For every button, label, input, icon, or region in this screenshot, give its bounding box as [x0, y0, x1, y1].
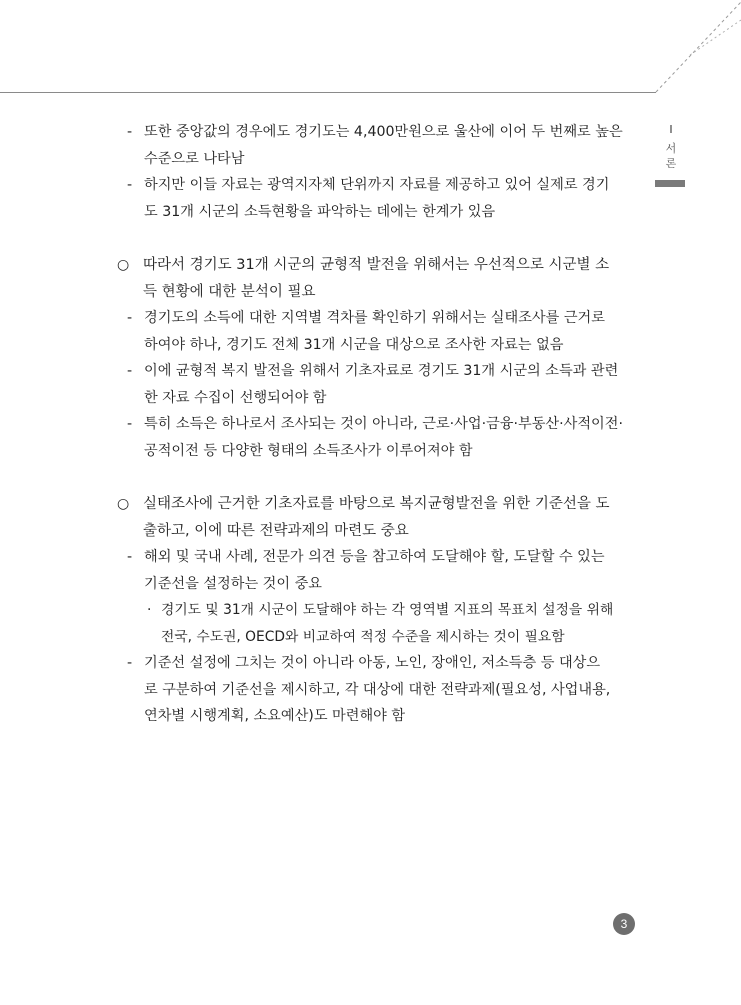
bullet-continuation: 하여야 하나, 경기도 전체 31개 시군을 대상으로 조사한 자료는 없음: [144, 336, 564, 353]
bullet-dash-line: [117, 119, 637, 146]
bullet-text: 하지만 이들 자료는 광역지자체 단위까지 자료를 제공하고 있어 실제로 경기: [144, 177, 610, 193]
dash-marker: -: [127, 549, 133, 565]
bullet-dash-line: [117, 172, 637, 199]
body-content: [117, 119, 637, 730]
circle-marker: ○: [117, 257, 130, 273]
bullet-dash-line: [117, 411, 637, 438]
bullet-continuation: 연차별 시행계획, 소요예산)도 마련해야 함: [144, 708, 406, 724]
bullet-dash-line: [117, 650, 637, 677]
bullet-text: 해외 및 국내 사례, 전문가 의견 등을 참고하여 도달해야 할, 도달할 수 있는: [144, 549, 605, 565]
sub-bullet-dot-line: [117, 597, 637, 624]
chapter-marker-bar: [655, 180, 685, 187]
main-point-text: 실태조사에 근거한 기초자료를 바탕으로 복지균형발전을 위한 기준선을 도: [143, 496, 610, 512]
sub-bullet-text: 경기도 및 31개 시군이 도달해야 하는 각 영역별 지표의 목표치 설정을 위해: [161, 602, 614, 618]
main-point-continuation: 출하고, 이에 따른 전략과제의 마련도 중요: [143, 522, 409, 539]
bullet-dash-line: [117, 544, 637, 571]
bullet-text: 이에 균형적 복지 발전을 위해서 기초자료로 경기도 31개 시군의 소득과 관련: [144, 363, 619, 379]
sub-bullet-continuation: 전국, 수도권, OECD와 비교하여 적정 수준을 제시하는 것이 필요함: [161, 628, 565, 645]
bullet-continuation: 기준선을 설정하는 것이 중요: [144, 575, 322, 592]
dash-marker: -: [127, 363, 133, 379]
bullet-dash-line: [117, 305, 637, 332]
main-point-line: [117, 491, 637, 518]
bullet-text: 또한 중앙값의 경우에도 경기도는 4,400만원으로 울산에 이어 두 번째로 높은: [144, 124, 623, 140]
bullet-text: 경기도의 소득에 대한 지역별 격차를 확인하기 위해서는 실태조사를 근거로: [144, 310, 605, 326]
dash-marker: -: [127, 655, 133, 671]
bullet-dash-line: [117, 358, 637, 385]
dash-marker: -: [127, 124, 133, 140]
chapter-number: I: [669, 123, 673, 136]
circle-marker: ○: [117, 496, 130, 512]
bullet-continuation: 로 구분하여 기준선을 제시하고, 각 대상에 대한 전략과제(필요성, 사업내용,: [144, 681, 611, 698]
bullet-continuation: 수준으로 나타남: [144, 150, 245, 167]
dash-marker: -: [127, 177, 133, 193]
bullet-text: 특히 소득은 하나로서 조사되는 것이 아니라, 근로·사업·금융·부동산·사적이전·: [144, 416, 623, 432]
chapter-title-char-2: 론: [665, 157, 677, 170]
page-corner-decoration: [0, 0, 741, 100]
chapter-side-tab: [655, 122, 687, 171]
dash-marker: -: [127, 310, 133, 326]
main-point-continuation: 득 현황에 대한 분석이 필요: [143, 283, 316, 300]
page-number-badge: 3: [613, 913, 635, 935]
main-point-text: 따라서 경기도 31개 시군의 균형적 발전을 위해서는 우선적으로 시군별 소: [143, 257, 610, 273]
dash-marker: -: [127, 416, 133, 432]
bullet-continuation: 한 자료 수집이 선행되어야 함: [144, 389, 327, 406]
chapter-title-char-1: 서: [665, 142, 677, 155]
bullet-continuation: 도 31개 시군의 소득현황을 파악하는 데에는 한계가 있음: [144, 203, 496, 220]
main-point-line: [117, 252, 637, 279]
bullet-text: 기준선 설정에 그치는 것이 아니라 아동, 노인, 장애인, 저소득층 등 대상으: [144, 655, 601, 671]
dot-marker: ·: [147, 602, 152, 618]
bullet-continuation: 공적이전 등 다양한 형태의 소득조사가 이루어져야 함: [144, 442, 473, 459]
